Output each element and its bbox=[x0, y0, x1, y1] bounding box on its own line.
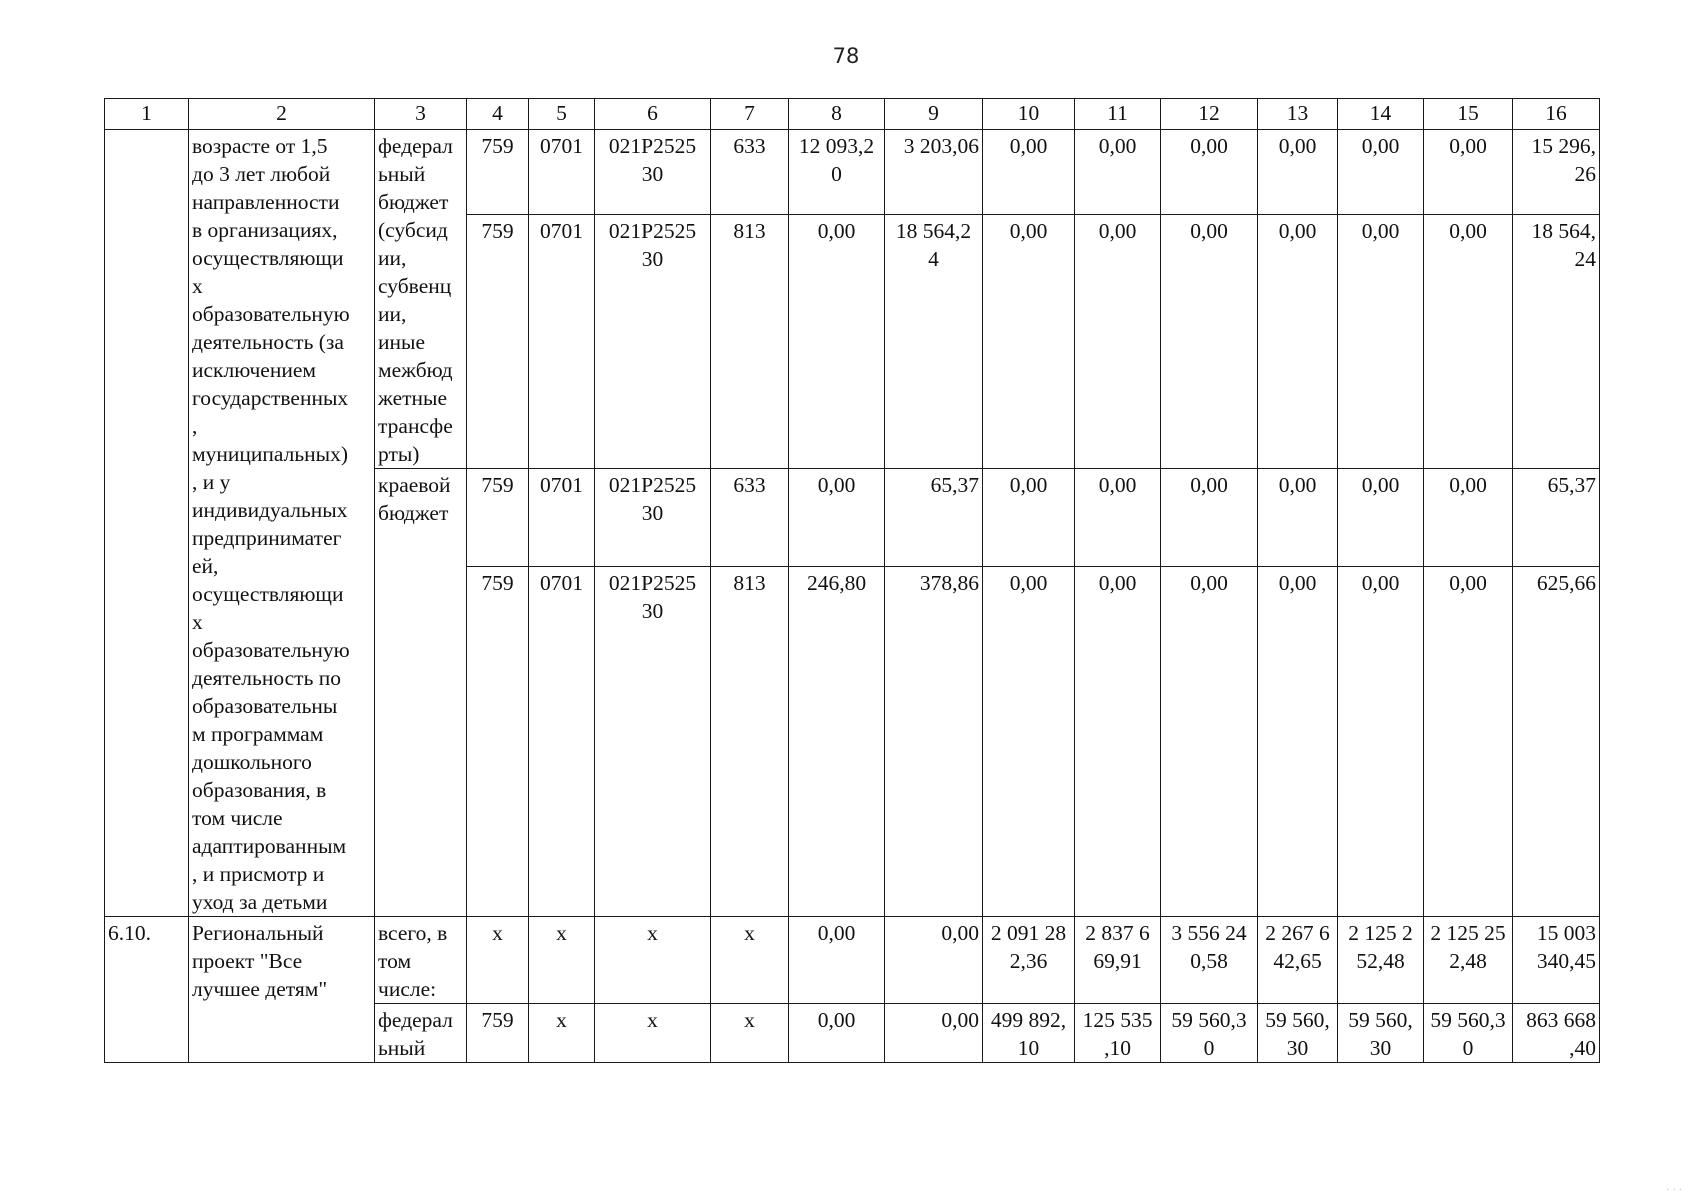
cell-col6-line: х bbox=[647, 921, 658, 945]
cell-col6 bbox=[595, 567, 711, 917]
cell-col9-line: 18 564,2 bbox=[895, 219, 972, 244]
cell-col6-line: 021Р2525 bbox=[608, 219, 697, 244]
column-header-11: 11 bbox=[1075, 99, 1161, 130]
cell-col5: 0701 bbox=[529, 469, 595, 567]
event-description-line: , и присмотр и bbox=[192, 862, 325, 886]
funding-source-line: (субсид bbox=[378, 218, 448, 242]
cell-col15-line: 0,00 bbox=[1449, 473, 1487, 497]
cell-col15 bbox=[1424, 215, 1513, 469]
cell-col10 bbox=[983, 215, 1075, 469]
table-row bbox=[105, 130, 1600, 215]
funding-source bbox=[375, 1004, 467, 1063]
column-header-9: 9 bbox=[885, 99, 983, 130]
cell-col16-line: 15 296, bbox=[1531, 134, 1596, 158]
cell-col9-line: 378,86 bbox=[919, 571, 979, 595]
cell-col13-line: 30 bbox=[1286, 1036, 1309, 1060]
cell-col12-line: 0,00 bbox=[1190, 571, 1228, 595]
project-description-line: проект "Все bbox=[192, 949, 303, 973]
column-header-8: 8 bbox=[789, 99, 885, 130]
funding-source-line: иные bbox=[378, 330, 425, 354]
cell-col16 bbox=[1513, 215, 1600, 469]
cell-col7: х bbox=[711, 917, 789, 1004]
cell-col16-line: 65,37 bbox=[1547, 473, 1596, 497]
cell-col15-line: 0,00 bbox=[1449, 134, 1487, 158]
cell-col10 bbox=[983, 567, 1075, 917]
cell-col11-line: 69,91 bbox=[1093, 949, 1142, 973]
event-description-line: в организациях, bbox=[192, 218, 338, 242]
event-description-line: адаптированным bbox=[192, 834, 347, 858]
event-description-line: , bbox=[192, 414, 198, 438]
cell-col6 bbox=[595, 1004, 711, 1063]
cell-col12 bbox=[1161, 1004, 1258, 1063]
cell-col10-line: 499 892, bbox=[990, 1008, 1067, 1032]
cell-col14-line: 0,00 bbox=[1361, 473, 1400, 497]
cell-col15-line: 2 125 25 bbox=[1430, 921, 1506, 945]
funding-source-line: жетные bbox=[378, 386, 448, 410]
cell-col4: 759 bbox=[467, 567, 529, 917]
cell-col11-line: 0,00 bbox=[1098, 571, 1137, 595]
cell-col15 bbox=[1424, 130, 1513, 215]
cell-col4: 759 bbox=[467, 215, 529, 469]
column-header-6: 6 bbox=[595, 99, 711, 130]
cell-col9 bbox=[885, 130, 983, 215]
cell-col15-line: 59 560,3 bbox=[1430, 1008, 1506, 1032]
funding-source-line: ии, bbox=[378, 302, 407, 326]
cell-col13 bbox=[1258, 130, 1338, 215]
column-header-14: 14 bbox=[1338, 99, 1424, 130]
event-description-line: направленности bbox=[192, 190, 340, 214]
event-description-line: осуществляющи bbox=[192, 246, 344, 270]
event-description bbox=[189, 130, 375, 917]
cell-col4: 759 bbox=[467, 1004, 529, 1063]
cell-col12 bbox=[1161, 567, 1258, 917]
event-description-line: х bbox=[192, 274, 203, 298]
cell-col6-line: 30 bbox=[641, 501, 664, 525]
cell-col10-line: 0,00 bbox=[1009, 134, 1048, 158]
funding-source-line: рты) bbox=[378, 442, 420, 466]
event-description-line: исключением bbox=[192, 358, 316, 382]
cell-col11-line: 125 535 bbox=[1082, 1008, 1153, 1032]
table-row bbox=[105, 917, 1600, 1004]
cell-col6 bbox=[595, 130, 711, 215]
funding-source-line: межбюд bbox=[378, 358, 453, 382]
header-row bbox=[105, 99, 1600, 130]
cell-col6-line: 30 bbox=[641, 162, 664, 186]
cell-col8-line: 0,00 bbox=[817, 219, 856, 244]
funding-source-line: ии, bbox=[378, 246, 407, 270]
cell-col10-line: 2 091 28 bbox=[990, 921, 1067, 945]
funding-source-line: федерал bbox=[378, 1008, 453, 1032]
page-number: 78 bbox=[832, 44, 860, 68]
cell-col9-line: 0,00 bbox=[941, 1008, 979, 1032]
event-description-line: до 3 лет любой bbox=[192, 162, 331, 186]
cell-col6 bbox=[595, 215, 711, 469]
cell-col12-line: 0,58 bbox=[1190, 949, 1228, 973]
cell-col16 bbox=[1513, 130, 1600, 215]
event-description-line: осуществляющи bbox=[192, 582, 344, 606]
cell-col6-line: 021Р2525 bbox=[608, 134, 697, 158]
cell-col10-line: 0,00 bbox=[1009, 571, 1048, 595]
event-description-line: образовательны bbox=[192, 694, 338, 718]
event-description-line: , и у bbox=[192, 470, 231, 494]
column-header-12: 12 bbox=[1161, 99, 1258, 130]
cell-col6-line: х bbox=[647, 1008, 658, 1032]
cell-col13 bbox=[1258, 469, 1338, 567]
cell-col11 bbox=[1075, 567, 1161, 917]
cell-col9 bbox=[885, 215, 983, 469]
cell-col15-line: 2,48 bbox=[1449, 949, 1487, 973]
cell-col13-line: 0,00 bbox=[1278, 219, 1317, 244]
cell-col11 bbox=[1075, 130, 1161, 215]
funding-source-line: бюджет bbox=[378, 501, 449, 525]
cell-col8 bbox=[789, 469, 885, 567]
cell-col5: 0701 bbox=[529, 567, 595, 917]
cell-col13 bbox=[1258, 917, 1338, 1004]
event-description-line: ей, bbox=[192, 554, 219, 578]
cell-col14-line: 0,00 bbox=[1361, 219, 1400, 244]
cell-col14 bbox=[1338, 469, 1424, 567]
cell-col15-line: 0 bbox=[1462, 1036, 1474, 1060]
event-description-line: образования, в bbox=[192, 778, 327, 802]
cell-col10-line: 0,00 bbox=[1009, 219, 1048, 244]
event-description-line: образовательную bbox=[192, 638, 350, 662]
funding-source bbox=[375, 917, 467, 1004]
cell-col15-line: 0,00 bbox=[1449, 571, 1487, 595]
cell-col13-line: 42,65 bbox=[1273, 949, 1322, 973]
cell-col7: 633 bbox=[711, 130, 789, 215]
column-header-13: 13 bbox=[1258, 99, 1338, 130]
budget-table bbox=[104, 98, 1600, 1063]
cell-col10-line: 2,36 bbox=[1009, 949, 1048, 973]
cell-col9 bbox=[885, 917, 983, 1004]
cell-col15-line: 0,00 bbox=[1449, 219, 1487, 244]
cell-col12-line: 0,00 bbox=[1190, 134, 1228, 158]
funding-source-line: ьный bbox=[378, 162, 426, 186]
event-number bbox=[105, 130, 189, 917]
cell-col16-line: 18 564, bbox=[1531, 219, 1596, 244]
funding-source-line: всего, в bbox=[378, 921, 448, 945]
cell-col8-line: 0 bbox=[831, 162, 842, 186]
cell-col14-line: 0,00 bbox=[1361, 571, 1400, 595]
cell-col16-line: 340,45 bbox=[1536, 949, 1596, 973]
cell-col5: х bbox=[529, 917, 595, 1004]
event-description-line: деятельность по bbox=[192, 666, 342, 690]
cell-col8 bbox=[789, 917, 885, 1004]
cell-col13 bbox=[1258, 567, 1338, 917]
column-header-15: 15 bbox=[1424, 99, 1513, 130]
cell-col10 bbox=[983, 469, 1075, 567]
scan-corner-mark: · · · bbox=[1666, 1185, 1682, 1196]
column-header-4: 4 bbox=[467, 99, 529, 130]
column-header-16: 16 bbox=[1513, 99, 1600, 130]
cell-col16-line: ,40 bbox=[1569, 1036, 1596, 1060]
cell-col9 bbox=[885, 567, 983, 917]
cell-col9-line: 4 bbox=[928, 247, 939, 272]
funding-source-line: числе: bbox=[378, 977, 437, 1001]
cell-col13-line: 59 560, bbox=[1265, 1008, 1330, 1032]
cell-col9-line: 0,00 bbox=[941, 921, 979, 945]
cell-col8-line: 12 093,2 bbox=[798, 134, 875, 158]
cell-col11 bbox=[1075, 469, 1161, 567]
event-description-line: х bbox=[192, 610, 203, 634]
column-header-10: 10 bbox=[983, 99, 1075, 130]
cell-col15 bbox=[1424, 469, 1513, 567]
cell-col11 bbox=[1075, 917, 1161, 1004]
cell-col16-line: 24 bbox=[1574, 247, 1596, 272]
cell-col15 bbox=[1424, 567, 1513, 917]
cell-col8-line: 0,00 bbox=[817, 1008, 856, 1032]
funding-source-line: ьный bbox=[378, 1036, 426, 1060]
cell-col9-line: 65,37 bbox=[930, 473, 979, 497]
cell-col16-line: 863 668 bbox=[1526, 1008, 1596, 1032]
cell-col11-line: 2 837 6 bbox=[1085, 921, 1150, 945]
event-description-line: муниципальных) bbox=[192, 442, 349, 466]
funding-source-line: федерал bbox=[378, 134, 453, 158]
cell-col11 bbox=[1075, 215, 1161, 469]
cell-col10-line: 10 bbox=[1017, 1036, 1040, 1060]
cell-col6 bbox=[595, 917, 711, 1004]
funding-source-line: субвенц bbox=[378, 274, 452, 298]
project-number: 6.10. bbox=[105, 917, 189, 1063]
project-description bbox=[189, 917, 375, 1063]
cell-col8 bbox=[789, 567, 885, 917]
cell-col10 bbox=[983, 130, 1075, 215]
cell-col13-line: 0,00 bbox=[1278, 134, 1317, 158]
cell-col8 bbox=[789, 1004, 885, 1063]
cell-col14 bbox=[1338, 567, 1424, 917]
cell-col13-line: 2 267 6 bbox=[1265, 921, 1330, 945]
cell-col12 bbox=[1161, 215, 1258, 469]
cell-col16-line: 625,66 bbox=[1536, 571, 1596, 595]
cell-col6-line: 021Р2525 bbox=[608, 571, 697, 595]
column-header-7: 7 bbox=[711, 99, 789, 130]
event-description-line: государственных bbox=[192, 386, 349, 410]
cell-col14-line: 30 bbox=[1369, 1036, 1392, 1060]
cell-col13 bbox=[1258, 1004, 1338, 1063]
cell-col5: 0701 bbox=[529, 130, 595, 215]
cell-col8 bbox=[789, 215, 885, 469]
column-header-3: 3 bbox=[375, 99, 467, 130]
cell-col16 bbox=[1513, 917, 1600, 1004]
cell-col6-line: 021Р2525 bbox=[608, 473, 697, 497]
cell-col16 bbox=[1513, 567, 1600, 917]
cell-col7: 813 bbox=[711, 215, 789, 469]
cell-col6-line: 30 bbox=[641, 247, 664, 272]
cell-col5: 0701 bbox=[529, 215, 595, 469]
cell-col9 bbox=[885, 469, 983, 567]
cell-col8-line: 0,00 bbox=[817, 921, 856, 945]
event-description-line: том числе bbox=[192, 806, 283, 830]
cell-col12-line: 59 560,3 bbox=[1171, 1008, 1247, 1032]
cell-col16-line: 26 bbox=[1574, 162, 1596, 186]
cell-col16 bbox=[1513, 1004, 1600, 1063]
cell-col11-line: ,10 bbox=[1104, 1036, 1131, 1060]
cell-col13-line: 0,00 bbox=[1278, 473, 1317, 497]
event-description-line: индивидуальных bbox=[192, 498, 348, 522]
cell-col10 bbox=[983, 1004, 1075, 1063]
column-header-5: 5 bbox=[529, 99, 595, 130]
event-description-line: уход за детьми bbox=[192, 890, 328, 914]
cell-col11-line: 0,00 bbox=[1098, 134, 1137, 158]
cell-col12 bbox=[1161, 469, 1258, 567]
cell-col16 bbox=[1513, 469, 1600, 567]
cell-col10 bbox=[983, 917, 1075, 1004]
cell-col14-line: 2 125 2 bbox=[1348, 921, 1413, 945]
cell-col10-line: 0,00 bbox=[1009, 473, 1048, 497]
cell-col8 bbox=[789, 130, 885, 215]
cell-col5: х bbox=[529, 1004, 595, 1063]
cell-col14 bbox=[1338, 215, 1424, 469]
cell-col6 bbox=[595, 469, 711, 567]
cell-col7: 633 bbox=[711, 469, 789, 567]
cell-col14 bbox=[1338, 130, 1424, 215]
cell-col14 bbox=[1338, 917, 1424, 1004]
funding-source-line: трансфе bbox=[378, 414, 453, 438]
column-header-2: 2 bbox=[189, 99, 375, 130]
cell-col9 bbox=[885, 1004, 983, 1063]
funding-source-line: краевой bbox=[378, 473, 451, 497]
cell-col12-line: 3 556 24 bbox=[1171, 921, 1247, 945]
funding-source-line: бюджет bbox=[378, 190, 449, 214]
cell-col7: х bbox=[711, 1004, 789, 1063]
cell-col14-line: 52,48 bbox=[1356, 949, 1405, 973]
cell-col4: 759 bbox=[467, 130, 529, 215]
project-description-line: лучшее детям" bbox=[192, 977, 328, 1001]
cell-col13 bbox=[1258, 215, 1338, 469]
cell-col11 bbox=[1075, 1004, 1161, 1063]
cell-col15 bbox=[1424, 1004, 1513, 1063]
cell-col7: 813 bbox=[711, 567, 789, 917]
cell-col16-line: 15 003 bbox=[1536, 921, 1596, 945]
cell-col11-line: 0,00 bbox=[1098, 473, 1137, 497]
cell-col4: х bbox=[467, 917, 529, 1004]
event-description-line: дошкольного bbox=[192, 750, 312, 774]
event-description-line: деятельность (за bbox=[192, 330, 344, 354]
event-description-line: предприниматег bbox=[192, 526, 342, 550]
event-description-line: м программам bbox=[192, 722, 324, 746]
cell-col9-line: 3 203,06 bbox=[903, 134, 979, 158]
cell-col6-line: 30 bbox=[641, 599, 664, 623]
column-header-1: 1 bbox=[105, 99, 189, 130]
cell-col8-line: 246,80 bbox=[806, 571, 867, 595]
cell-col11-line: 0,00 bbox=[1098, 219, 1137, 244]
cell-col14 bbox=[1338, 1004, 1424, 1063]
cell-col12 bbox=[1161, 130, 1258, 215]
cell-col12-line: 0 bbox=[1203, 1036, 1215, 1060]
funding-source-line: том bbox=[378, 949, 412, 973]
cell-col13-line: 0,00 bbox=[1278, 571, 1317, 595]
funding-source bbox=[375, 130, 467, 469]
cell-col12-line: 0,00 bbox=[1190, 219, 1228, 244]
cell-col12-line: 0,00 bbox=[1190, 473, 1228, 497]
cell-col4: 759 bbox=[467, 469, 529, 567]
cell-col15 bbox=[1424, 917, 1513, 1004]
event-description-line: образовательную bbox=[192, 302, 350, 326]
cell-col14-line: 0,00 bbox=[1361, 134, 1400, 158]
cell-col14-line: 59 560, bbox=[1348, 1008, 1413, 1032]
event-description-line: возрасте от 1,5 bbox=[192, 134, 328, 158]
cell-col12 bbox=[1161, 917, 1258, 1004]
funding-source bbox=[375, 469, 467, 917]
cell-col8-line: 0,00 bbox=[817, 473, 856, 497]
project-description-line: Региональный bbox=[192, 921, 324, 945]
